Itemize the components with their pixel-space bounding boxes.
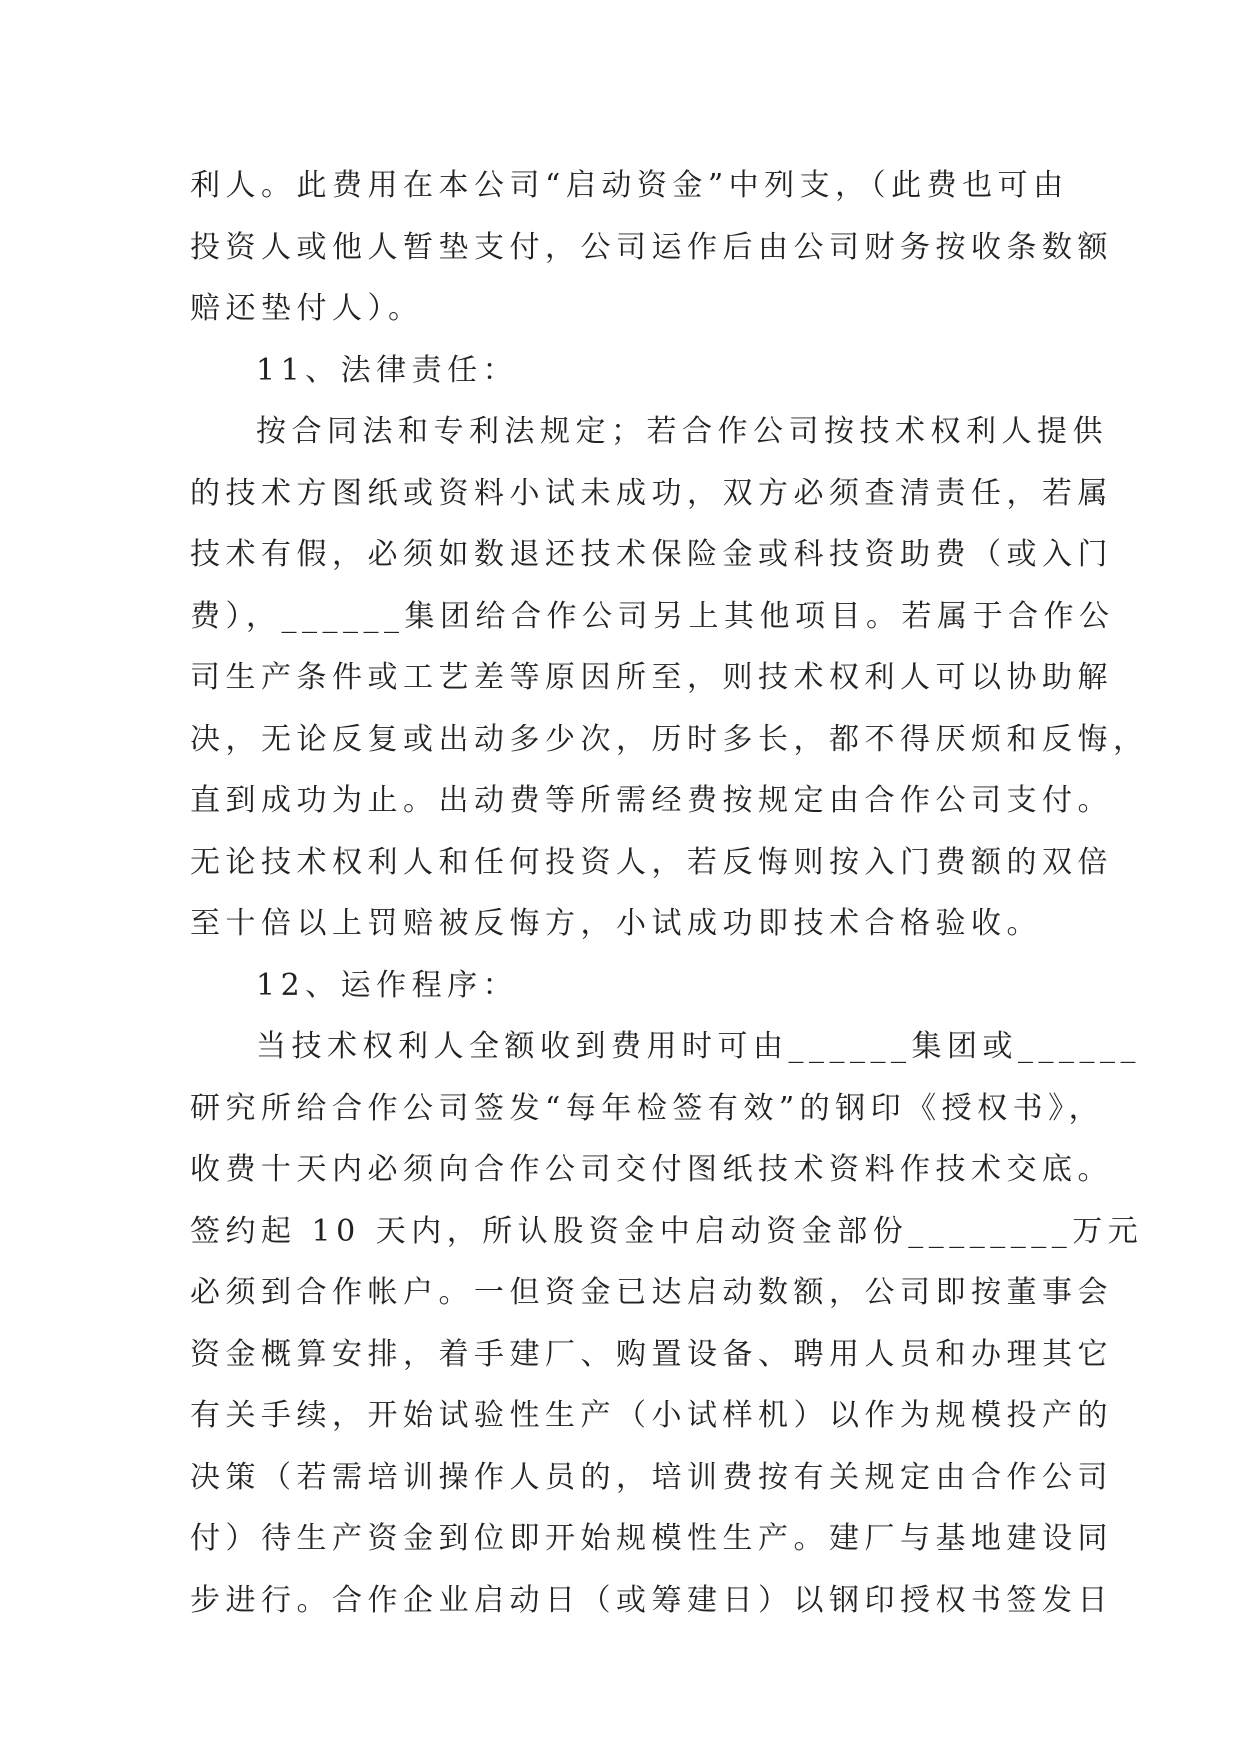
- text-line: 资金概算安排，着手建厂、购置设备、聘用人员和办理其它: [190, 1336, 1113, 1372]
- text-line: 无论技术权利人和任何投资人，若反悔则按入门费额的双倍: [190, 844, 1113, 880]
- text-line: 步进行。合作企业启动日（或筹建日）以钢印授权书签发日: [190, 1582, 1113, 1618]
- text-line: 当技术权利人全额收到费用时可由______集团或______: [256, 1029, 1141, 1064]
- text-line: 付）待生产资金到位即开始规模性生产。建厂与基地建设同: [190, 1521, 1113, 1556]
- text-line: 投资人或他人暂垫支付，公司运作后由公司财务按收条数额: [190, 229, 1113, 265]
- text-line: 决策（若需培训操作人员的，培训费按有关规定由合作公司: [190, 1459, 1113, 1495]
- text-line: 司生产条件或工艺差等原因所至，则技术权利人可以协助解: [190, 660, 1113, 695]
- text-line: 直到成功为止。出动费等所需经费按规定由合作公司支付。: [190, 783, 1113, 818]
- section-heading: 11、法律责任：: [256, 352, 519, 388]
- text-line: 有关手续，开始试验性生产（小试样机）以作为规模投产的: [190, 1398, 1113, 1433]
- text-line: 决，无论反复或出动多少次，历时多长，都不得厌烦和反悔，: [190, 721, 1149, 757]
- text-line: 必须到合作帐户。一但资金已达启动数额，公司即按董事会: [190, 1275, 1113, 1310]
- text-line: 赔还垫付人）。: [190, 291, 424, 326]
- text-line: 的技术方图纸或资料小试未成功，双方必须查清责任，若属: [190, 475, 1113, 511]
- text-line: 利人。此费用在本公司“启动资金”中列支，（此费也可由: [190, 168, 1069, 203]
- document-body: [190, 155, 1149, 1631]
- text-line: 按合同法和专利法规定；若合作公司按技术权利人提供: [256, 414, 1108, 449]
- section-heading: 12、运作程序：: [256, 967, 519, 1003]
- text-line: 研究所给合作公司签发“每年检签有效”的钢印《授权书》，: [190, 1090, 1105, 1126]
- text-line: 收费十天内必须向合作公司交付图纸技术资料作技术交底。: [190, 1152, 1113, 1187]
- text-line: 至十倍以上罚赔被反悔方，小试成功即技术合格验收。: [190, 906, 1042, 941]
- text-line: 技术有假，必须如数退还技术保险金或科技资助费（或入门: [190, 537, 1113, 572]
- text-line: 签约起 10 天内，所认股资金中启动资金部份________万元: [190, 1213, 1144, 1249]
- text-line: 费），______集团给合作公司另上其他项目。若属于合作公: [190, 598, 1115, 634]
